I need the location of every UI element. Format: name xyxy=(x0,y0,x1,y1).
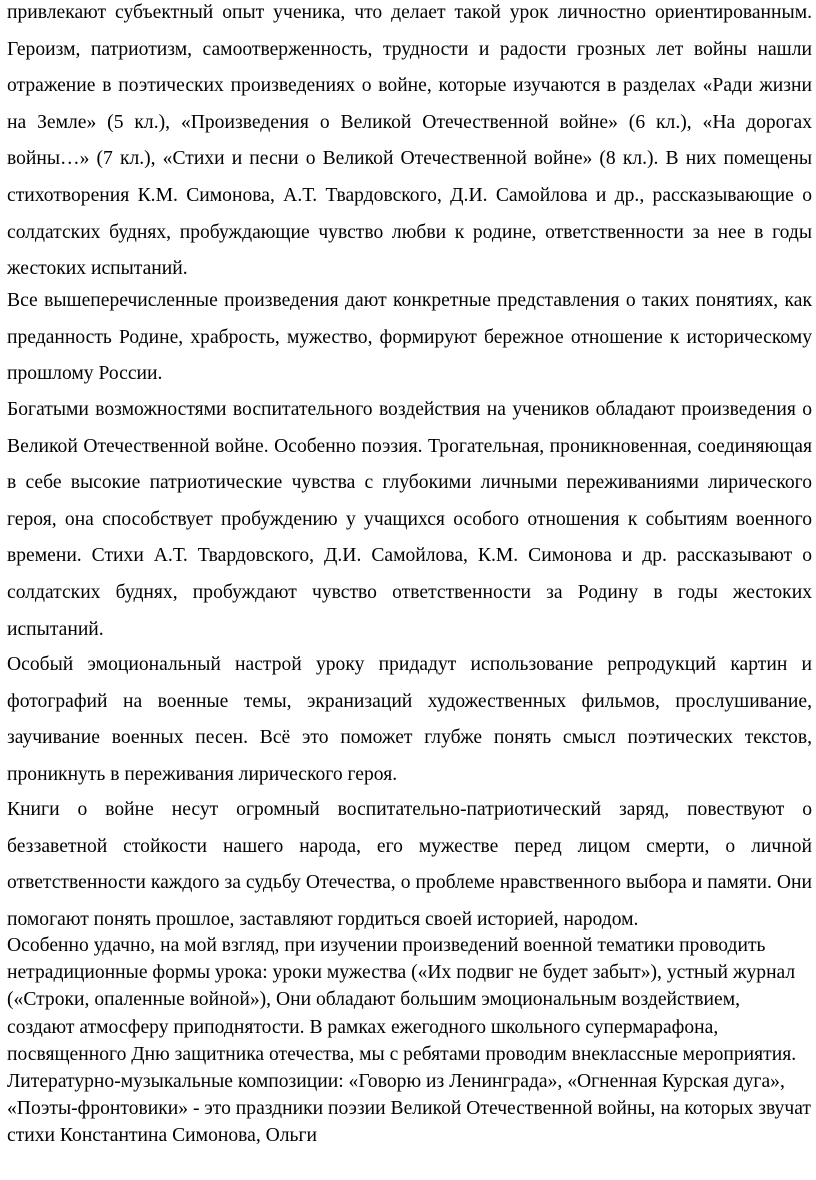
paragraph-6: Особенно удачно, на мой взгляд, при изучении произведений военной тематики проводить нетрадиционные формы урока: уроки мужества («Их подвиг не будет забыт»), устный журнал («Строки, опаленные войной»), Они обладают большим эмоциональным воздействием, создают атмосферу приподнятости. В рамках ежегодного школьного супермарафона, посвященного Дню защитника отечества, мы с ребятами проводим внеклассные мероприятия. Литературно-музыкальные композиции: «Говорю из Ленинграда», «Огненная Курская дуга», «Поэты-фронтовики» - это праздники поэзии Великой Отечественной войны, на которых звучат стихи Константина Симонова, Ольги xyxy=(7,935,811,1147)
paragraph-3: Богатыми возможностями воспитательного воздействия на учеников обладают произведения о Великой Отечественной войне. Особенно поэзия. Трогательная, проникновенная, соединяющая в себе высокие патриотические чувства с глубокими личными переживаниями лирического героя, она способствует пробуждению у учащихся особого отношения к событиям военного времени. Стихи А.Т. Твардовского, Д.И. Самойлова, К.М. Симонова и др. рассказывают о солдатских буднях, пробуждают чувство ответственности за Родину в годы жестоких испытаний. xyxy=(7,399,812,640)
paragraph-1: привлекают субъектный опыт ученика, что делает такой урок личностно ориентированным. Героизм, патриотизм, самоотверженность, трудности и радости грозных лет войны нашли отражение в поэтических произведениях о войне, которые изучаются в разделах «Ради жизни на Земле» (5 кл.), «Произведения о Великой Отечественной войне» (6 кл.), «На дорогах войны…» (7 кл.), «Стихи и песни о Великой Отечественной войне» (8 кл.). В них помещены стихотворения К.М. Симонова, А.Т. Твардовского, Д.И. Самойлова и др., рассказывающие о солдатских буднях, пробуждающие чувство любви к родине, ответственности за нее в годы жестоких испытаний. xyxy=(7,2,812,280)
paragraph-5: Книги о войне несут огромный воспитательно-патриотический заряд, повествуют о беззаветной стойкости нашего народа, его мужестве перед лицом смерти, о личной ответственности каждого за судьбу Отечества, о проблеме нравственного выбора и памяти. Они помогают понять прошлое, заставляют гордиться своей историей, народом. xyxy=(7,799,812,930)
paragraph-2: Все вышеперечисленные произведения дают конкретные представления о таких понятиях, как преданность Родине, храбрость, мужество, формируют бережное отношение к историческому прошлому России. xyxy=(7,290,812,385)
paragraph-4: Особый эмоциональный настрой уроку придадут использование репродукций картин и фотографий на военные темы, экранизаций художественных фильмов, прослушивание, заучивание военных песен. Всё это поможет глубже понять смысл поэтических текстов, проникнуть в переживания лирического героя. xyxy=(7,654,812,785)
